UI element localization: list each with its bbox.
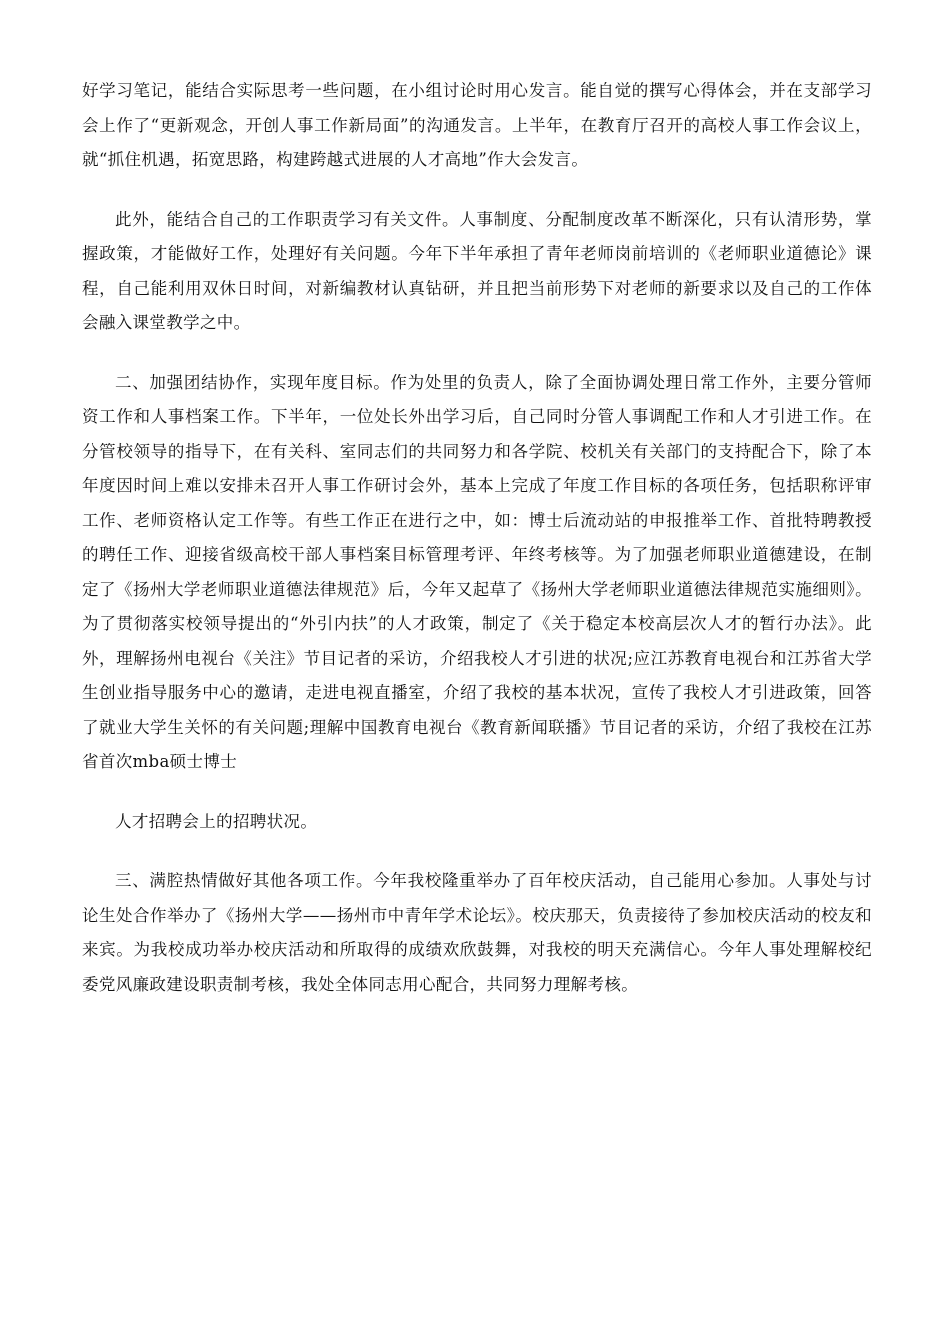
paragraph-teamwork-goals: 二、加强团结协作，实现年度目标。作为处里的负责人，除了全面协调处理日常工作外，主要分管师资工作和人事档案工作。下半年，一位处长外出学习后，自己同时分管人事调配工作和人才引进工作。在分管校领导的指导下，在有关科、室同志们的共同努力和各学院、校机关有关部门的支持配合下，除了本年度因时间上难以安排未召开人事工作研讨会外，基本上完成了年度工作目标的各项任务，包括职称评审工作、老师资格认定工作等。有些工作正在进行之中，如：博士后流动站的申报推举工作、首批特聘教授的聘任工作、迎接省级高校干部人事档案目标管理考评、年终考核等。为了加强老师职业道德建设，在制定了《扬州大学老师职业道德法律规范》后，今年又起草了《扬州大学老师职业道德法律规范实施细则》。为了贯彻落实校领导提出的“外引内扶”的人才政策，制定了《关于稳定本校高层次人才的暂行办法》。此外，理解扬州电视台《关注》节目记者的采访，介绍我校人才引进的状况;应江苏教育电视台和江苏省大学生创业指导服务中心的邀请，走进电视直播室，介绍了我校的基本状况，宣传了我校人才引进政策，回答了就业大学生关怀的有关问题;理解中国教育电视台《教育新闻联播》节目记者的采访，介绍了我校在江苏省首次mba硕士博士 (82, 372, 872, 771)
document-page (82, 74, 872, 1002)
paragraph-recruitment-status: 人才招聘会上的招聘状况。 (115, 811, 318, 831)
paragraph-other-work: 三、满腔热情做好其他各项工作。今年我校隆重举办了百年校庆活动，自己能用心参加。人事处与讨论生处合作举办了《扬州大学——扬州市中青年学术论坛》。校庆那天，负责接待了参加校庆活动的校友和来宾。为我校成功举办校庆活动和所取得的成绩欢欣鼓舞，对我校的明天充满信心。今年人事处理解校纪委党风廉政建设职责制考核，我处全体同志用心配合，共同努力理解考核。 (82, 871, 872, 994)
paragraph-policy-study: 此外，能结合自己的工作职责学习有关文件。人事制度、分配制度改革不断深化，只有认清形势，掌握政策，才能做好工作，处理好有关问题。今年下半年承担了青年老师岗前培训的《老师职业道德论》课程，自己能利用双休日时间，对新编教材认真钻研，并且把当前形势下对老师的新要求以及自己的工作体会融入课堂教学之中。 (82, 209, 872, 332)
paragraph-study-notes: 好学习笔记，能结合实际思考一些问题，在小组讨论时用心发言。能自觉的撰写心得体会，并在支部学习会上作了“更新观念，开创人事工作新局面”的沟通发言。上半年，在教育厅召开的高校人事工作会议上，就“抓住机遇，拓宽思路，构建跨越式进展的人才高地”作大会发言。 (82, 81, 872, 169)
